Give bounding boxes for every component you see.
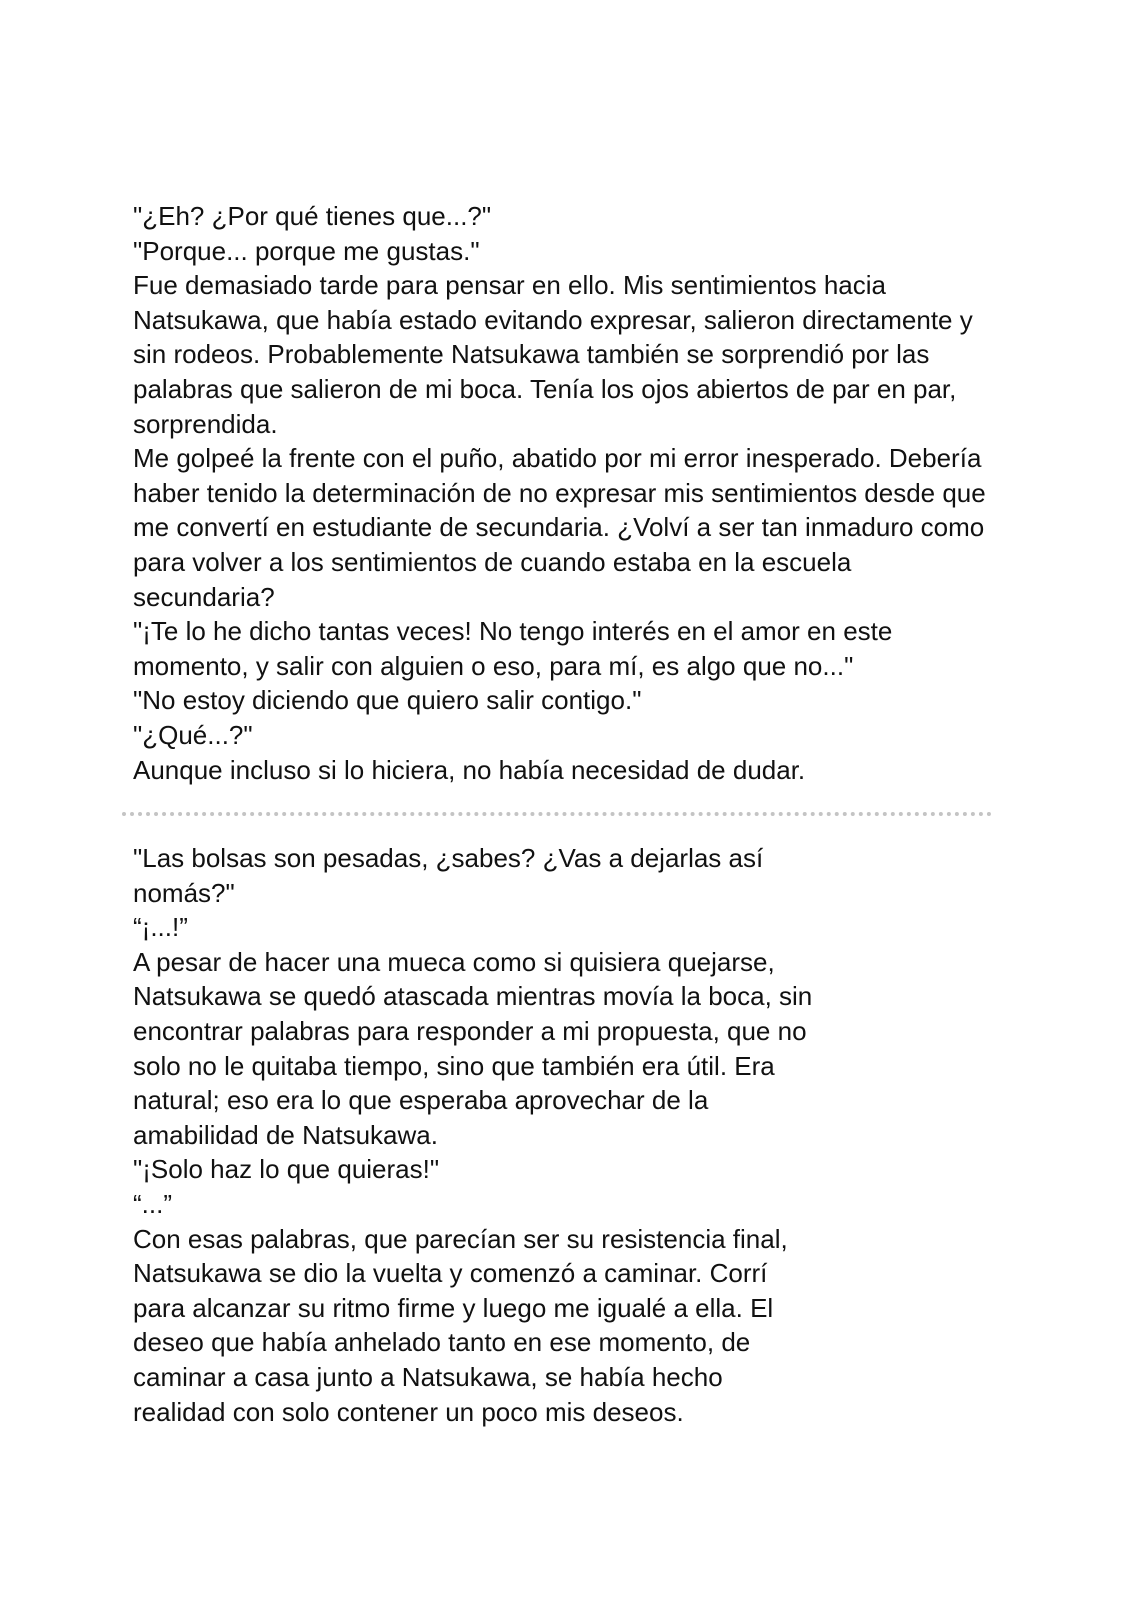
text-line: palabras que salieron de mi boca. Tenía los ojos abiertos de par en par,	[133, 373, 957, 404]
text-line: nomás?"	[133, 877, 235, 908]
text-line: sin rodeos. Probablemente Natsukawa también se sorprendió por las	[133, 339, 930, 370]
text-line: A pesar de hacer una mueca como si quisiera quejarse,	[133, 946, 775, 977]
text-line: secundaria?	[133, 581, 275, 612]
text-line: "¿Eh? ¿Por qué tienes que...?"	[133, 201, 492, 231]
text-line: Con esas palabras, que parecían ser su resistencia final,	[133, 1223, 788, 1254]
dotted-divider	[122, 812, 992, 816]
text-line: Me golpeé la frente con el puño, abatido por mi error inesperado. Debería	[133, 443, 982, 474]
text-line: Natsukawa, que había estado evitando expresar, salieron directamente y	[133, 304, 973, 335]
text-line: haber tenido la determinación de no expresar mis sentimientos desde que	[133, 477, 986, 508]
text-line: “...”	[133, 1188, 172, 1219]
text-section-2	[133, 841, 913, 1429]
text-line: deseo que había anhelado tanto en ese momento, de	[133, 1327, 751, 1358]
text-line: “¡...!”	[133, 912, 188, 943]
text-line: "Las bolsas son pesadas, ¿sabes? ¿Vas a dejarlas así	[133, 843, 764, 873]
text-line: para volver a los sentimientos de cuando estaba en la escuela	[133, 546, 852, 577]
text-line: Natsukawa se dio la vuelta y comenzó a caminar. Corrí	[133, 1258, 768, 1289]
text-line: amabilidad de Natsukawa.	[133, 1119, 438, 1150]
text-line: "¡Te lo he dicho tantas veces! No tengo interés en el amor en este	[133, 616, 893, 647]
text-line: Natsukawa se quedó atascada mientras movía la boca, sin	[133, 981, 813, 1012]
text-line: sorprendida.	[133, 408, 278, 439]
text-line: para alcanzar su ritmo firme y luego me igualé a ella. El	[133, 1292, 774, 1323]
text-line: Aunque incluso si lo hiciera, no había necesidad de dudar.	[133, 754, 806, 785]
text-line: "No estoy diciendo que quiero salir contigo."	[133, 685, 642, 716]
text-line: "¡Solo haz lo que quieras!"	[133, 1154, 440, 1185]
text-line: caminar a casa junto a Natsukawa, se había hecho	[133, 1361, 723, 1392]
text-line: solo no le quitaba tiempo, sino que también era útil. Era	[133, 1050, 775, 1081]
text-line: "Porque... porque me gustas."	[133, 235, 480, 266]
text-line: momento, y salir con alguien o eso, para mí, es algo que no..."	[133, 650, 854, 681]
text-line: "¿Qué...?"	[133, 719, 253, 750]
text-section-1	[133, 199, 1093, 787]
text-line: me convertí en estudiante de secundaria. ¿Volví a ser tan inmaduro como	[133, 512, 985, 543]
text-line: encontrar palabras para responder a mi propuesta, que no	[133, 1015, 807, 1046]
text-line: natural; eso era lo que esperaba aprovechar de la	[133, 1085, 709, 1116]
text-line: Fue demasiado tarde para pensar en ello. Mis sentimientos hacia	[133, 270, 886, 301]
text-line: realidad con solo contener un poco mis deseos.	[133, 1396, 684, 1427]
